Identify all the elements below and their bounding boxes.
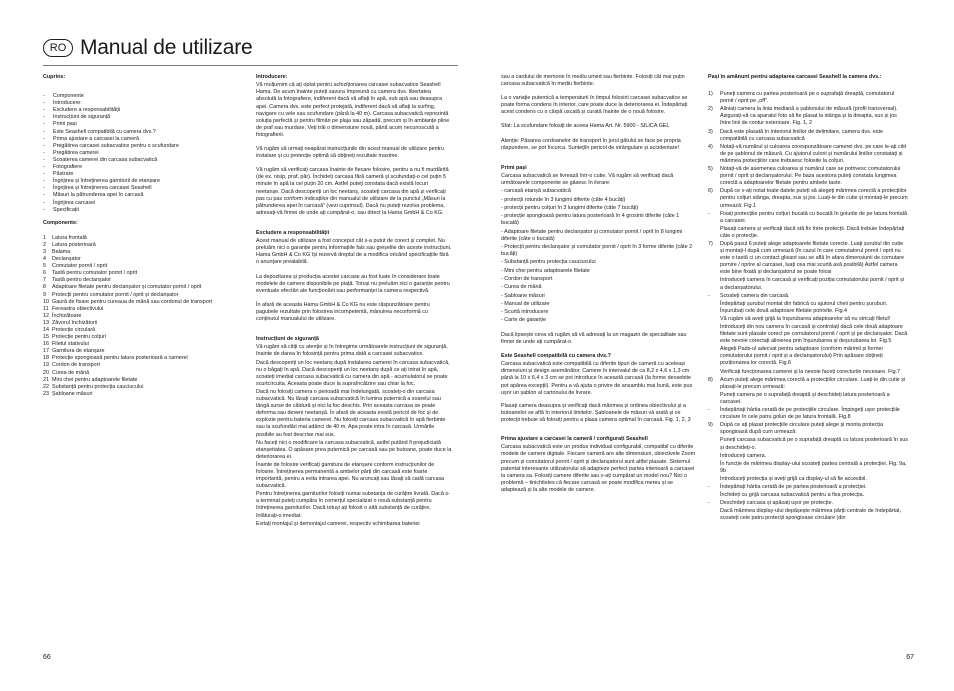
contents-item [43,192,243,199]
step-text: Puneți camera pe o suprafață dreaptă și deschideți latura posterioară a carcasei. [720,391,890,405]
component-item [43,341,243,348]
component-number: 13 [43,319,49,326]
column-first-steps [501,74,697,495]
package-item: - Scurtă introducere [501,309,549,316]
step-item [708,508,908,522]
contents-item-label: Îngrijirea și întreținerea garniturii de etanșare [53,178,160,185]
component-label: Curea de mână [52,369,90,376]
component-label: Gaură de fixare pentru cureaua de mână sau cordonul de transport [52,298,213,305]
bullet-dash: - [43,178,45,185]
bullet-dash: - [43,107,45,114]
step-text: În funcție de mărimea display-ului scoateți partea centrală a protecției. Fig. 9a, 9b [720,460,907,474]
step-text: Vă rugăm să aveți grijă la înșurubarea adaptoarelor să nu stricați filetul! [720,315,891,322]
component-number: 12 [43,312,49,319]
contents-item [43,129,243,136]
adjust-section [501,444,697,494]
contents-item-label: Excludere a responsabilității [53,107,121,114]
step-text: Îndepărtați șurubul montat din fabrică cu ajutorul cheii pentru șuruburi. Înșurubați cele două adaptoare filetate potrivite. Fig.4 [720,300,888,314]
bullet-dash: - [43,192,45,199]
step-text: Aliniați camera la linia mediană a șablonului de măsură (profil transversal). Asigurați-vă ca aparatul foto să fie plasat la stânga și la dreapta, sus și jos între linii de contur exterioare. Fig. 1, 2 [720,106,898,127]
header-rule [43,65,458,66]
step-marker [708,476,720,483]
step-text: Fixați protecțiile pentru colțuri bucată cu bucată în golurile de pe latura frontală a carcasei. [720,210,907,224]
step-marker: 5) [708,166,713,173]
step-item [708,346,908,367]
contents-item-label: Specificații [53,206,79,213]
component-item [43,270,243,277]
package-item: - Adaptoare filetate pentru declanșator și comutator pornit / oprit în 8 lungimi diferite (câte o bucată) [501,228,683,242]
step-marker [708,346,720,367]
column-contents [43,74,243,661]
step-marker: 7) [708,240,713,247]
step-item [708,437,908,451]
component-item [43,235,243,242]
first-steps-heading: Primi pași [501,164,527,171]
component-item [43,377,243,384]
step-item [708,166,908,187]
package-item: - Cordon de transport [501,275,553,282]
safety-continued [501,74,697,152]
component-number: 21 [43,376,49,383]
contents-list [43,93,243,214]
step-item [708,476,908,483]
step-text: Plasați camera și verificați dacă stă fix între protecții. Dacă trebuie îndepărtați câte o protecție. [720,225,905,239]
component-number: 23 [43,390,49,397]
step-marker [708,392,720,406]
component-item [43,348,243,355]
compatibility-paragraph: Carcasa subacvatică este compatibilă cu diferite tipuri de cameră cu aceleași dimensiuni și design asemănător. Camere în intervalul de ca 8,2 x 4,6 x 1,3 cm până la 10 x 6,4 x 3 cm se pot introduce în această carcasă (la forme deosebite pot apărea excepții). Pentru a vă ajuta o privire de ansamblu mai bună, este pus ușor un șablon al cartonului de livrare. [501,361,693,396]
step-item [708,129,908,143]
step-text: Deschideți carcasa și apăsați ușor pe protecție. [720,500,833,507]
contents-item [43,114,243,121]
disclaimer-paragraph: Acest manual de utilizare a fost conceput cât s-a putut de corect și complet. Nu preluăm nici o garanție pentru informațiile fals sau greșelile din aceste instrucțiuni. Hama GmbH & Co KG își rezervă dreptul de a modifica oricând specificațiile fără o anunțare prealabilă. [256,238,452,266]
step-marker: 3) [708,128,713,135]
step-text: După ce ați plasat protecțiile circulare puteți alege și monta protecția spongioasă după cum urmează: [720,422,884,436]
contents-item-label: Pregătirea carcasei subacvatice pentru o scufundare [53,142,179,149]
column-intro [256,74,452,529]
contents-item-label: Este Seashell compatibilă cu camera dvs.? [53,128,156,135]
step-text: Introduceți din nou camera în carcasă și controlați dacă cele două adaptoare filetate sunt plasate corect pe comutatorul pornit / oprit și pe declanșator. Dacă este nevoie corectați alinierea prin înșurubarea și deșurubarea lor. Fig.5 [720,324,908,345]
component-number: 16 [43,341,49,348]
components-heading: Componente: [43,219,78,226]
safety-paragraph: Dacă descoperiți un loc neetanș după instalarea camerei în carcasa subacvatică, nu o băgați în apă. Dacă descoperiți un loc neetanș după ce ați intrat în apă, scoateți imediat carcasa subacvatică cu camera din apă - acumulatorul se poate scurtcircuita. Aceasta poate duce la supraîncălzire sau chiar la foc. [256,359,450,387]
step-item [708,188,908,209]
component-number: 4 [43,256,46,263]
contents-item-label: Scoaterea camerei din carcasa subacvatică [53,156,158,163]
first-steps-outro: Dacă lipsește ceva vă rugăm să vă adresați la un magazin de specialitate sau firmei de unde ați cumpărat-o. [501,331,687,345]
contents-item-label: Prima ajustare a carcasei la cameră [53,135,139,142]
step-text: Verificați funcționarea camerei și la nevoie faceți corecturile necesare. Fig.7 [720,368,901,375]
safety-paragraph: Înainte de folosire verificați garnitura de etanșare conform instrucțiunilor de folosire. Întreținerea permanentă a ambelor părți din carcasă este foarte importantă, pentru a evita intrarea apei. Nu aruncați sau lăsați să cadă carcasa subacvatică. [256,461,445,490]
step-item [708,316,908,323]
step-marker: - [708,500,710,507]
step-marker: 6) [708,188,713,195]
component-label: Tastă pentru declanșator [52,277,112,284]
component-number: 15 [43,334,49,341]
step-item [708,369,908,376]
component-number: 18 [43,355,49,362]
bullet-dash: - [43,93,45,100]
disclaimer-section [256,238,452,323]
step-marker: - [708,483,710,490]
compatibility-section [501,361,697,424]
contents-item [43,143,243,150]
step-item [708,422,908,436]
page-title: Manual de utilizare [80,36,253,59]
contents-item [43,100,243,107]
step-item [708,377,908,391]
bullet-dash: - [43,199,45,206]
package-item: - Mini chei pentru adaptoarele filetate [501,267,590,274]
step-marker [708,508,720,522]
package-item: - Protecții pentru declanșator și comutator pornit / oprit în 3 forme diferite (câte 2 bucăți) [501,244,693,258]
component-item [43,299,243,306]
step-text: După pasul 6 puteți alege adaptoarele filetate corecte. Luați șurubul din cutie și montați-l după cum urmează (în cazul în care comutatorul pornit / oprit nu este o tastă ci un contact glisant sau se află în afara dimensiunii de comutare pornire / oprire al carcasei, luați cea mai scurtă axă posibilă) Astfel camera este bine fixată și declanșatorul se poate folosi [720,240,904,276]
component-label: Închizătoare [52,312,82,319]
step-text: Închideți cu grijă carcasa subacvatică pentru a fixa protecția. [720,492,865,499]
package-item: - carcasă etanșă subacvatică [501,188,571,195]
step-item [708,492,908,499]
step-text: Puneți carcasa subacvatică pe o suprafață dreaptă cu latura posterioară în sus și deschideți-o. [720,437,908,451]
contents-item-label: Păstrare [53,171,74,178]
step-marker [708,369,720,376]
step-text: Notați-vă de asemenea culoarea și numărul care se potrivesc comutatorului pornit / oprit și declanșatorului. Pe baza acestora puteți constata lungimea corectă a adaptoarelor filetate pentru ambele taste. [720,166,901,187]
component-label: Mini chei pentru adaptoarele filetate [52,376,138,383]
package-item: - Curea de mână [501,284,542,291]
bullet-dash: - [43,128,45,135]
component-number: 22 [43,383,49,390]
step-marker: 9) [708,422,713,429]
disclaimer-paragraph: În afară de aceasta Hama GmbH & Co KG nu este răspunzătoare pentru pagubele rezultate prin folosirea incompetentă, mânuirea necorformă cu conținutul manualului de utilizare. [256,301,430,322]
component-item [43,277,243,284]
page-header [43,36,252,60]
component-label: Latura posterioară [52,241,96,248]
column-detailed-steps [708,74,914,661]
component-item [43,263,243,270]
bullet-dash: - [43,142,45,149]
component-number: 11 [43,305,49,312]
bullet-dash: - [43,185,45,192]
component-label: Protecții pentru comutator pornit / oprit și declanșator [52,291,179,298]
first-steps-intro: Carcasa subacvatică se livrează într-o cutie. Vă rugăm să verificați dacă următoarele componente se găsesc în livrare: [501,173,674,187]
component-label: Comutator pornit / oprit [52,263,108,270]
component-label: Tastă pentru comutator pornit / oprit [52,270,138,277]
bullet-dash: - [43,164,45,171]
contents-item [43,200,243,207]
safety-note-paragraph: Atenție: Păsarea cordoanelor de transport în jurul gâtului se face pe propria răspundere, se pot încurca. Suntețiîn pericol de strângulare și accidentare! [501,137,681,151]
contents-item-label: Instrucțiuni de siguranță [53,114,111,121]
component-label: Cordon de transport [52,362,100,369]
intro-paragraph: Vă mulțumim că ați optat pentru achiziționarea carcasei subacvatice Seashell Hama. De acum înainte puteți savura împreună cu camera dvs. libertatea absolută la fotografiere, indiferent dacă vă aflați în apă, sub apă sau deasupra apei. Camera dvs. este perfect protejată, indiferent dacă vă aflați la surfing, navigare cu vele sau scufundare (până la 40 m). Carcasa subacvatică reprezintă soluția perfectă și pentru filmări pe plaja sau zăpadă, precum și în ambianțe pline de praf sau murdare. Veți trăi o dimensiune nouă, până acum necunoscută a fotografierii. [256,82,450,138]
step-text: Îndepărtați hârtia cerată de pe protecțiile circulare. Împingeți ușor protecțiile circulare în cele patru goluri de pe latura frontală. Fig.8 [720,407,900,421]
component-number: 8 [43,284,46,291]
component-label: Zăvorul închizătorii [52,319,98,326]
package-item: - Substanță pentru protecția cauciucului [501,259,596,266]
component-label: Balama [52,248,71,255]
component-label: Protecție pentru colțuri [52,334,106,341]
language-badge: RO [43,39,73,57]
contents-item [43,150,243,157]
safety-paragraph: Vă rugăm să citiți cu atenție și în întregime următoarele instrucțiuni de siguranță, înainte de darea în folosință pentru prima dată a carcasei subacvatice. [256,344,448,358]
safety-section [256,344,452,527]
package-item: - protecție spongioasă pentru latura posterioară în 4 grosimi diferite (câte 1 bucată) [501,213,680,227]
contents-item-label: Măsuri la pătrunderea apei în carcasă [53,192,144,199]
component-item [43,320,243,327]
safety-note-paragraph: Sfat: La scufundare folosiți de aceea Hama Art. Nr. 5900 - SILICA GEL [501,123,670,130]
component-item [43,327,243,334]
bullet-dash: - [43,156,45,163]
safety-note-paragraph: sau a cardului de memorie în mediu umed sau fierbinte. Folosiți cât mai puțin carcasa subacvatică în mediu fierbinte. [501,74,685,88]
bullet-dash: - [43,206,45,213]
contents-item [43,93,243,100]
safety-heading: Instrucțiuni de siguranță [256,336,319,343]
step-item [708,226,908,240]
contents-item-label: Primi pași [53,121,77,128]
contents-item-label: Fotografiere [53,164,83,171]
component-label: Adaptoare filetate pentru declanșator și comutator pornit / oprit [52,284,202,291]
component-number: 17 [43,348,49,355]
intro-heading: Introducere: [256,74,288,80]
component-number: 5 [43,263,46,270]
step-marker [708,316,720,323]
contents-heading: Cuprins: [43,74,66,80]
compatibility-heading: Este Seashell compatibilă cu camera dvs.? [501,353,611,359]
step-item [708,407,908,421]
component-number: 9 [43,291,46,298]
step-item [708,461,908,475]
step-text: Îndepărtați hârtia cerată de pe partea posterioară a protecției. [720,483,867,490]
step-text: Acum puteți alege mărimea corectă a protecțiilor circulare. Luați-le din cutie și plasați-le precum urmează: [720,376,906,390]
contents-item [43,185,243,192]
component-number: 20 [43,369,49,376]
component-item [43,284,243,291]
bullet-dash: - [43,171,45,178]
component-label: Fereastra obiectivului [52,305,104,312]
step-item [708,277,908,291]
component-number: 10 [43,298,49,305]
component-label: Filetul stativului [52,341,89,348]
step-item [708,91,908,105]
step-marker [708,324,720,345]
step-text: Introduceți camera în carcasă și verificați poziția comutatorului pornit / oprit și a declanșatorului. [720,277,904,291]
safety-paragraph: Nu faceți nici o modificare la carcasa subacvatică, astfel putând fi prejudiciată etanșeitatea. O apăsare prea puternică pe carcasă sau pe butoane, poate duce la deteriorarea ei. [256,439,452,460]
bullet-dash: - [43,100,45,107]
component-item [43,256,243,263]
contents-item [43,121,243,128]
step-text: Alegeți Pads-ul adecvat pentru adaptoare (conform mărimii și formei comutatorului pornit / oprit și a declanșatorului) Prin apăsare obțineți poziționarea lor corectă. Fig.6 [720,346,883,367]
intro-paragraph: Vă rugăm să urmați neapărat instrucțiunile din acest manual de utilizare pentru instalare și cu protecție optimă să obțineți rezultate maxime. [256,146,444,160]
component-item [43,384,243,391]
step-marker [708,453,720,460]
contents-item [43,157,243,164]
detailed-steps-list [708,91,908,522]
step-marker: - [708,292,710,299]
step-marker: 2) [708,106,713,113]
step-text: Notați-vă numărul și culoarea corespunzătoare camerei dvs. pe care le-ați citit de pe șablonul de măsură. Cu ajutorul culorii și numărului liniilor constatați și mărimea protecțiilor care trebuiesc folosite la colțuri. [720,143,907,164]
safety-paragraph: Evitați montajul și demontajul camerei, respectiv schimbarea bateriei [256,520,420,527]
safety-note-paragraph: La o variație puternică a temperaturii în timpul folosirii carcasei subacvatice se poate forma condens în interior, care poate duce la deteriorarea ei. Îndepărtați acest condens cu o cârpă uscată și curată înainte de o nouă folosire. [501,95,688,116]
component-item [43,292,243,299]
step-marker [708,277,720,291]
component-item [43,313,243,320]
intro-section [256,82,452,217]
bullet-dash: - [43,135,45,142]
package-item: - Manual de utilizare [501,300,550,307]
component-number: 6 [43,270,46,277]
compatibility-paragraph: Plasați camera deasupra și verificați dacă mărimea și ordinea obiectivului și a butoanelor se află în interiorul limitelor. Șabloanele de măsuri vă arată și ce protecții trebuie să folosiți pentru a plasa camera optimal în carcasă. Fig. 1, 2, 3 [501,402,691,423]
component-item [43,362,243,369]
component-item [43,306,243,313]
component-item [43,249,243,256]
step-item [708,500,908,507]
safety-paragraph: Pentru întreținerea garniturilor folosiți numai substanța de curățire livrată. Dacă s-a terminat puteți cumpăra în comerțul specializat o nouă substanță pentru întreținerea garniturilor. Dacă totuși ați folosit o altă substanță de curățire, înlăturați-o imediat. [256,491,450,519]
package-item: - protecții rotunde în 3 lungimi diferite (câte 4 bucăți) [501,196,626,203]
bullet-dash: - [43,114,45,121]
step-marker: 8) [708,376,713,383]
package-item: - Șabloane măsuri [501,292,545,299]
package-contents-list [501,188,697,324]
bullet-dash: - [43,149,45,156]
step-item [708,241,908,276]
step-text: Puneți camera cu partea posterioară pe o suprafață dreaptă, comutatorul pornit / oprit pe „off”. [720,91,895,105]
step-marker [708,461,720,475]
contents-item [43,164,243,171]
step-marker [708,301,720,315]
contents-item-label: Îngrijirea și întreținerea carcasei Seashell [53,185,152,192]
component-label: Șabloane măsuri [52,390,93,397]
step-item [708,453,908,460]
step-item [708,106,908,127]
step-item [708,484,908,491]
step-item [708,211,908,225]
adjust-heading: Prima ajustare a carcasei la cameră / configurați Seashell [501,436,648,443]
step-marker [708,492,720,499]
component-item [43,391,243,398]
contents-item-label: Introducere: [53,100,82,107]
step-marker: - [708,407,710,414]
step-text: Dacă este plasată în interiorul liniilor de delimitare, camera dvs. este compatibilă cu carcasa subacvatică [720,128,883,142]
component-number: 7 [43,277,46,284]
contents-item-label: Îngrijirea carcasei [53,199,96,206]
component-item [43,370,243,377]
intro-paragraph: Vă rugăm să verificați carcasa înainte de fiecare folosire, pentru a nu fi murdărită (de ex. nisip, praf, păr). Închideți carcasa fără cameră și scufundați-o cel puțin 5 minute în apă la cel puțin 20 cm. Astfel puteți constata dacă există locuri neetanșe. Dacă descoperiți un loc neetanș, scoateți carcasa din apă și verificați pas cu pas conform indicațiilor din manualul de utilizare de la punctul „Măsuri la pătrunderea apei în carcasă” (vezi cuprinsul). Dacă nu puteți rezolva problema, adresați-vă firmei de unde ați cumpărat-o, sau direct la Hama GmbH & Co KG. [256,167,449,216]
contents-item [43,107,243,114]
step-text: După ce v-ați notat toate datele puteți să alegeți mărimea corectă a protecțiilor pentru colțuri stânga, dreapta, sus și jos. Luați-le din cutie și montați-le precum urmează: Fig.1 [720,188,908,209]
page-number-left: 66 [43,654,51,661]
step-item [708,293,908,300]
component-label: Protecție circulară [52,327,96,333]
step-text: Introduceți camera. [720,452,767,459]
contents-item-label: Componente [53,93,84,100]
component-number: 2 [43,241,46,248]
contents-item [43,136,243,143]
step-item [708,301,908,315]
adjust-paragraph: Carcasa subacvatică este un produs individual configurabil, compatibil cu diferite modele de camere digitale. Fiecare cameră are alte dimensiuni, obiectivele Zoom precum și comutatorul pornit / oprit și declanșatorul sunt altfel plasate. Sistemul patentat interesante utilizatorului să adapteze perfect partea interioară a carcasei la camera sa. Folosiți camere diferite sau v-ați cumpărat un model nou? Nici o problemă – tinichiteles că fiecare carcasă se poate modifica mereu și se adaptează și la alte modele de camere. [501,444,696,493]
component-label: Protecție spongioasă pentru latura posterioară a camerei [52,355,188,362]
step-marker [708,437,720,451]
step-item [708,324,908,345]
package-item: - Carte de garanție [501,317,546,324]
step-marker: - [708,210,710,217]
component-number: 3 [43,248,46,255]
component-item [43,242,243,249]
step-item [708,144,908,165]
step-text: Scoateți camera din carcasă. [720,292,790,299]
disclaimer-heading: Excludere a responsabilității [256,229,330,236]
contents-item-label: Pregătirea camerei [53,149,99,156]
step-marker [708,226,720,240]
step-marker: 1) [708,91,713,98]
component-item [43,355,243,362]
component-label: Substanță pentru protecția cauciucului [52,383,144,390]
safety-paragraph: Dacă nu folosiți camera o perioadă mai îndelungată, scoateți-o din carcasa subacvatică. Nu lăsați carcasa subacvatică în lumina puternică a soarelui sau lângă surse de căldură și nici la foc deschis. Prin aceasta carcasa se poate deforma sau deveni neetanșă. În afară de aceasta există pericol de foc și de explozie pentru bateria camerei. Nu folosiți carcasa subacvatică în apă fierbinte sau la scufundări mai adânci de 40 m. Apa poate intra în carcasă. Urmările posibile au fost descrise mai sus. [256,388,446,438]
components-list [43,235,243,398]
component-number: 1 [43,234,46,241]
detailed-steps-heading: Pași în amănunt pentru adaptarea carcasei Seashell la camera dvs.: [708,74,882,80]
page-number-right: 67 [906,654,914,661]
component-label: Declanșator [52,256,81,263]
step-text: Dacă mărimea display-ului depășește mărimea părții centrale de îndepărtat, scoateți cele patru protecții spongioase circulare (din [720,508,901,522]
step-item [708,392,908,406]
component-number: 19 [43,362,49,369]
component-label: Garnitura de etanșare [52,348,105,355]
step-marker: 4) [708,143,713,150]
disclaimer-paragraph: La depozitarea și producția acestei carcase au fost luate în considerare toate modelele de camere disponibile pe piață. Totuși nu preluăm nici o garanție pentru eventuale efectări ale funcționării sau performanței la camera respectivă. [256,273,450,294]
contents-item [43,207,243,214]
step-text: Introduceți protecția și aveți grijă ca display-ul să fie accesibil. [720,475,867,482]
component-number: 14 [43,327,49,333]
component-label: Latura frontală [52,234,87,241]
component-item [43,334,243,341]
package-item: - protecții pentru colțuri în 3 lungimi diferite (câte 7 bucăți) [501,204,639,211]
bullet-dash: - [43,121,45,128]
